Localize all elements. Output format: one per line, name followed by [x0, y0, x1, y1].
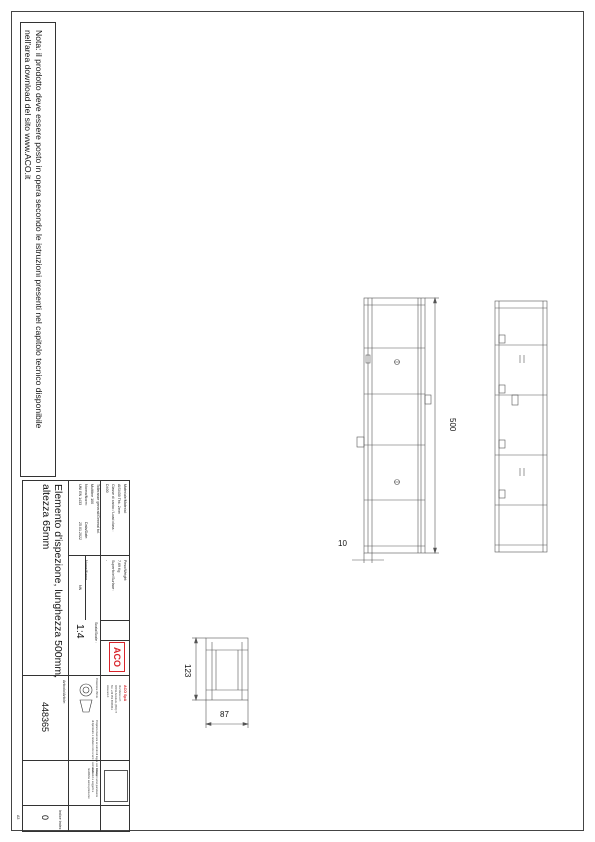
drawing-title-line-2: altezza 65mm — [40, 484, 52, 550]
norm-label: Norma/Norm: — [84, 484, 88, 506]
date-value: 25.01.2022 — [78, 522, 82, 540]
scale-label: Scala/Scale : — [94, 622, 98, 643]
dim-end-offset: 10 — [338, 539, 347, 548]
article-value: 448365 — [40, 702, 50, 733]
aco-logo: ACO — [109, 642, 125, 672]
format-value: A3 — [16, 815, 20, 820]
class-value: D400 — [105, 484, 109, 493]
company-address-3: Tel. +39 051 6506011 — [110, 685, 113, 710]
note-line-2: nell'area download del sito www.ACO.it — [23, 30, 33, 180]
norm-value: UNI EN 1433 — [78, 484, 82, 506]
dim-height: 123 — [183, 664, 192, 678]
right-text-1: I disegni sono puramente — [95, 768, 98, 798]
general-tol-value: Multiline 100 — [90, 484, 94, 505]
material-label: Materiale/Material: — [123, 484, 127, 514]
right-text-2: indicativi e soggetti a — [91, 768, 94, 793]
dim-length: 500 — [448, 418, 457, 432]
company-address-1: Via Marco e P. — [118, 685, 121, 702]
note-line-1: Nota: il prodotto deve essere posto in opera secondo le istruzioni presenti nel capitolo tecnico disponibile — [34, 30, 44, 429]
surface-label: Superficie/Surface : — [111, 560, 115, 592]
name-label: Nome/Name — [84, 560, 88, 581]
company-name: ACO SpA — [123, 685, 127, 702]
projection-label: Proiezione ISO-E — [95, 678, 98, 699]
general-tol-label: Tolleranze generali/General tol. — [96, 484, 100, 534]
stamp-box — [104, 770, 128, 802]
weight-label: Peso/Weight: — [123, 560, 127, 582]
class-label: Classe di carico / Load class : — [111, 484, 115, 532]
index-label: Indice Index — [58, 810, 62, 830]
scale-value: 1:4 — [74, 624, 86, 639]
legal-text-2: di riprodurre o rendere noto a terzi il contenuto — [91, 720, 94, 774]
right-text-3: modifiche senza preavviso — [87, 768, 90, 799]
index-value: 0 — [40, 815, 50, 821]
drawing-title-line-1: Elemento d'ispezione, lunghezza 500mm, — [52, 484, 64, 679]
surface-value: - — [105, 560, 109, 562]
material-value: AISI430 Thk. 2mm — [117, 484, 121, 514]
weight-value: 7,69 Kg — [117, 560, 121, 573]
article-label: Articolo/Article: — [62, 680, 66, 704]
legal-text-1: Proprietà riservata ai termini di legge con divieto — [95, 720, 98, 776]
company-web: www.aco.it — [106, 685, 109, 698]
company-address-2: 40011 Anzola E. (BO) IT — [114, 685, 117, 713]
dim-width: 87 — [220, 710, 229, 719]
name-value: NN — [78, 585, 82, 591]
date-label: Data/Date: — [84, 522, 88, 540]
